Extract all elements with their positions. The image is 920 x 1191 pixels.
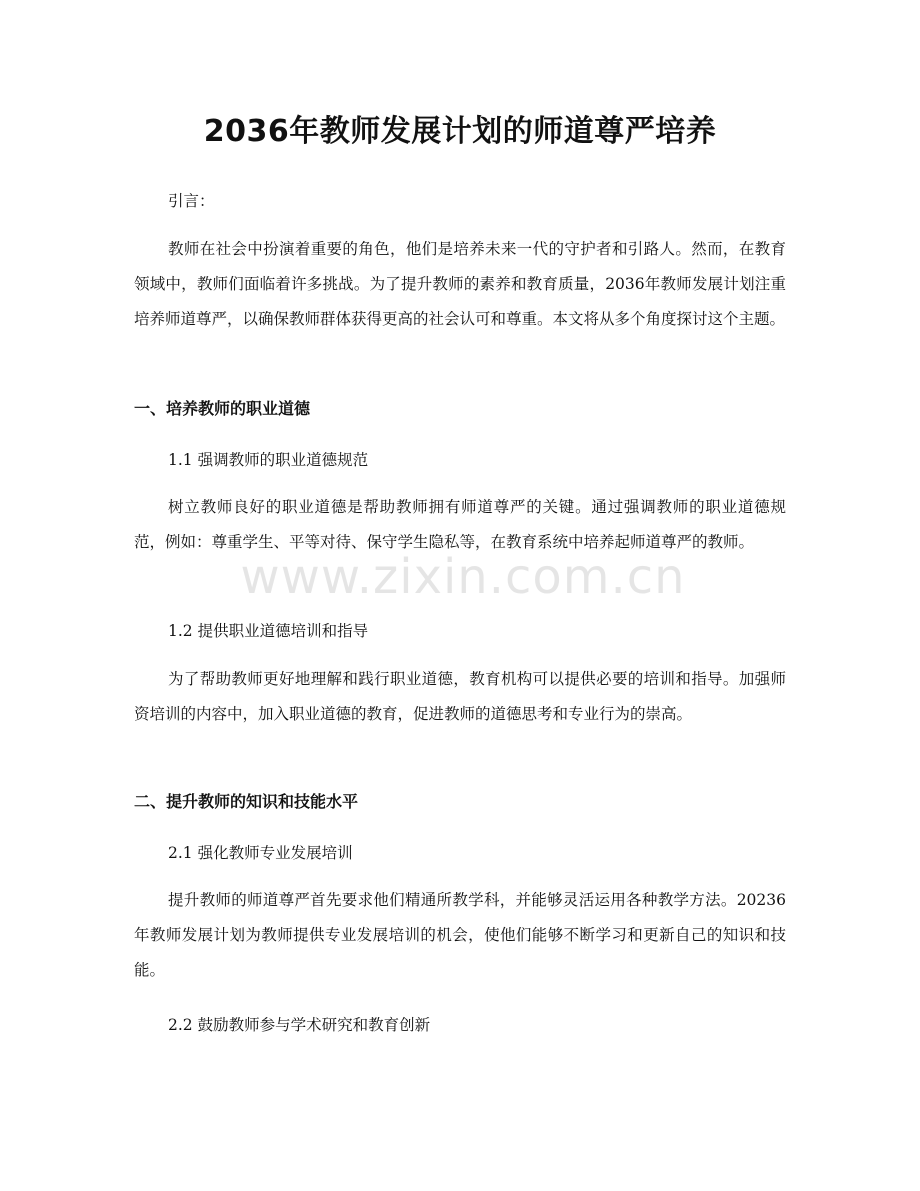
section-2-heading: 二、提升教师的知识和技能水平 <box>134 792 359 811</box>
subsection-1-2-text: 为了帮助教师更好地理解和践行职业道德，教育机构可以提供必要的培训和指导。加强师资培训的内容中，加入职业道德的教育，促进教师的道德思考和专业行为的崇高。 <box>134 670 786 723</box>
subsection-2-2-title: 2.2 鼓励教师参与学术研究和教育创新 <box>168 1016 431 1034</box>
subsection-1-1-title: 1.1 强调教师的职业道德规范 <box>168 451 369 469</box>
section-1-heading: 一、培养教师的职业道德 <box>134 399 311 418</box>
intro-paragraph: 教师在社会中扮演着重要的角色，他们是培养未来一代的守护者和引路人。然而，在教育领域中，教师们面临着许多挑战。为了提升教师的素养和教育质量，2036年教师发展计划注重培养师道尊严，以确保教师群体获得更高的社会认可和尊重。本文将从多个角度探讨这个主题。 <box>134 240 786 328</box>
subsection-2-1-title: 2.1 强化教师专业发展培训 <box>168 844 353 862</box>
subsection-1-2-title: 1.2 提供职业道德培训和指导 <box>168 622 369 640</box>
subsection-1-1-text: 树立教师良好的职业道德是帮助教师拥有师道尊严的关键。通过强调教师的职业道德规范，例如：尊重学生、平等对待、保守学生隐私等，在教育系统中培养起师道尊严的教师。 <box>134 498 786 551</box>
watermark: www.zixin.com.cn <box>240 549 686 605</box>
intro-label: 引言： <box>168 192 215 210</box>
document-title: 2036年教师发展计划的师道尊严培养 <box>203 114 717 149</box>
subsection-2-1-text: 提升教师的师道尊严首先要求他们精通所教学科，并能够灵活运用各种教学方法。20236年教师发展计划为教师提供专业发展培训的机会，使他们能够不断学习和更新自己的知识和技能。 <box>134 891 786 979</box>
